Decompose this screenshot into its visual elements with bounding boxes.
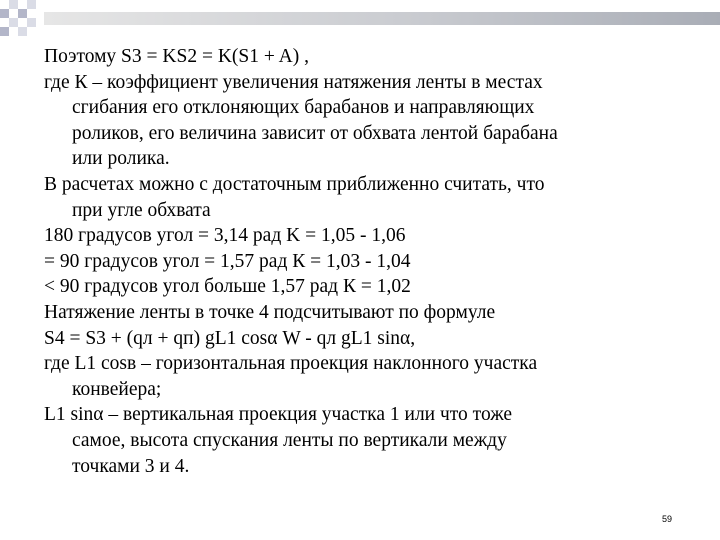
text-line: точками 3 и 4. — [72, 455, 190, 477]
text-line: роликов, его величина зависит от обхвата лентой барабана — [72, 122, 558, 144]
text-line: конвейера; — [72, 378, 162, 400]
text-line: < 90 градусов угол больше 1,57 рад К = 1,02 — [44, 276, 411, 298]
text-line: самое, высота спускания ленты по вертикали между — [72, 429, 507, 451]
slide-body — [44, 44, 686, 479]
text-line: или ролика. — [72, 148, 170, 170]
text-line: сгибания его отклоняющих барабанов и направляющих — [72, 97, 535, 119]
text-line: L1 sinα – вертикальная проекция участка 1 или что тоже — [44, 404, 513, 426]
formula-line: S4 = S3 + (qл + qп) gL1 cosα W - qл gL1 sinα, — [44, 327, 416, 349]
text-line: где L1 cosв – горизонтальная проекция наклонного участка — [44, 353, 538, 375]
text-line: при угле обхвата — [72, 199, 211, 221]
page-number: 59 — [662, 514, 673, 524]
header-gradient-bar — [44, 12, 720, 25]
text-line: Натяжение ленты в точке 4 подсчитывают по формуле — [44, 301, 496, 323]
text-line: Поэтому S3 = KS2 = K(S1 + A) , — [44, 46, 309, 67]
text-line: где К – коэффициент увеличения натяжения ленты в местах — [44, 71, 543, 93]
text-line: = 90 градусов угол = 1,57 рад К = 1,03 - 1,04 — [44, 250, 411, 272]
text-line: 180 градусов угол = 3,14 рад K = 1,05 - 1,06 — [44, 225, 406, 247]
text-line: В расчетах можно с достаточным приближенно считать, что — [44, 173, 545, 195]
